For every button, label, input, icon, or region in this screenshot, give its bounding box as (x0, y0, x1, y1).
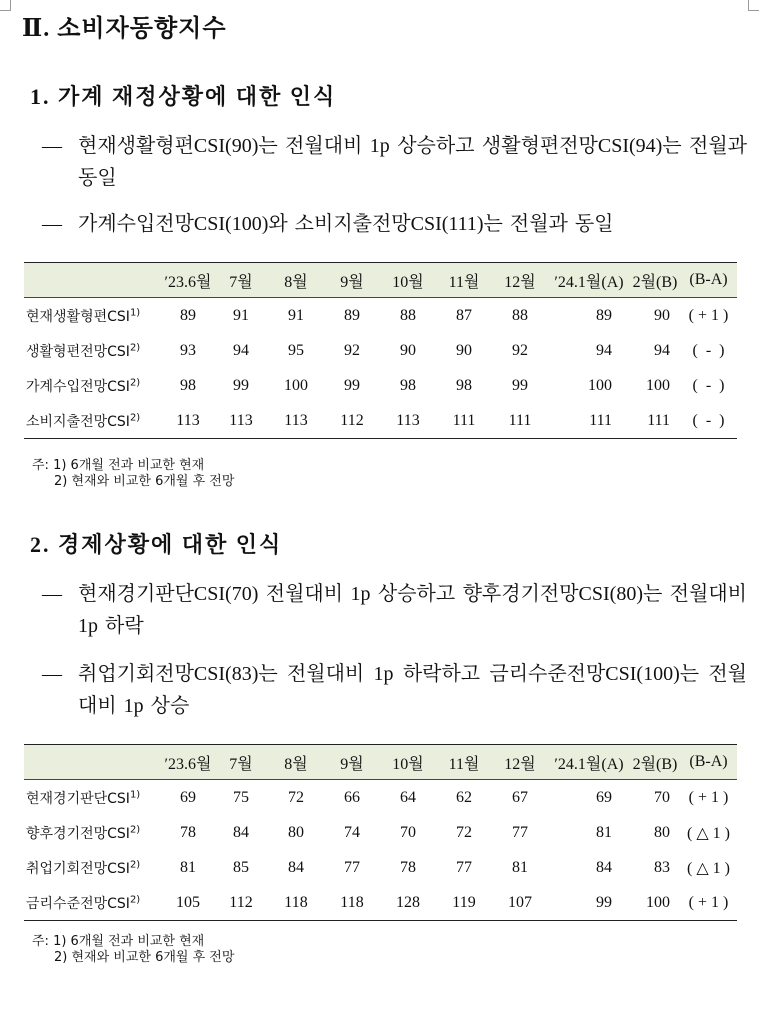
table-cell: 84 (596, 858, 612, 876)
diff-cell: ( + 1 ) (680, 885, 737, 921)
table-cell: 78 (180, 823, 196, 841)
diff-cell: ( △ 1 ) (687, 859, 730, 877)
table-cell: 98 (180, 376, 196, 394)
table-cell: 72 (456, 823, 472, 841)
table-cell: 92 (344, 341, 360, 359)
page-corner-mark-right (748, 0, 759, 11)
diff-cell: ( - ) (692, 376, 725, 394)
table-cell: 81 (596, 823, 612, 841)
header-cell: 12월 (492, 745, 548, 780)
table-cell: 94 (233, 341, 249, 359)
bullet-text: 현재생활형편CSI(90)는 전월대비 1p 상승하고 생활형편전망CSI(94)는 전월과 동일 (78, 135, 747, 189)
row-label: 생활형편전망CSI$^{2)}$ (26, 341, 141, 360)
header-cell: 11월 (436, 263, 492, 298)
bullet-dash: — (42, 135, 62, 157)
table-cell: 85 (233, 858, 249, 876)
table-cell: 94 (654, 341, 670, 359)
table-cell: 94 (596, 341, 612, 359)
header-cell: 9월 (324, 745, 380, 780)
table-cell: 112 (324, 403, 380, 439)
note-line-2: 2) 현재와 비교한 6개월 후 전망 (54, 474, 235, 489)
row-label: 가계수입전망CSI$^{2)}$ (26, 376, 141, 395)
table-cell: 100 (646, 376, 670, 394)
table-cell: 128 (380, 885, 436, 921)
bullet-dash: — (42, 583, 62, 605)
table-cell: 100 (630, 885, 680, 921)
section-1-title: 1. 가계 재정상황에 대한 인식 (30, 84, 337, 109)
table-row (24, 885, 737, 921)
table-cell: 107 (492, 885, 548, 921)
table-cell: 89 (180, 306, 196, 324)
table-cell: 91 (288, 306, 304, 324)
table-cell: 100 (588, 376, 612, 394)
table-cell: 80 (654, 823, 670, 841)
diff-cell: ( - ) (692, 341, 725, 359)
row-label: 소비지출전망CSI$^{2)}$ (24, 403, 162, 439)
table-cell: 111 (436, 403, 492, 439)
note-line-1: 주: 1) 6개월 전과 비교한 현재 (32, 934, 205, 949)
table-cell: 81 (180, 858, 196, 876)
header-cell (24, 745, 162, 780)
row-label: 향후경기전망CSI$^{2)}$ (26, 823, 141, 842)
table-cell: 112 (214, 885, 268, 921)
table-cell: 113 (380, 403, 436, 439)
header-cell: 10월 (380, 745, 436, 780)
table-cell: 92 (512, 341, 528, 359)
bullet-text: 가계수입전망CSI(100)와 소비지출전망CSI(111)는 전월과 동일 (78, 213, 614, 235)
section-2-bullet-1 (42, 578, 747, 642)
header-cell: 9월 (324, 263, 380, 298)
header-cell: 2월(B) (630, 263, 680, 298)
header-cell: ′23.6월 (162, 745, 214, 780)
header-cell: (B-A) (680, 745, 737, 780)
table-cell: 91 (233, 306, 249, 324)
bullet-dash: — (42, 213, 62, 235)
section-1-bullet-2 (42, 208, 747, 240)
row-label: 취업기회전망CSI$^{2)}$ (26, 858, 141, 877)
table-cell: 118 (268, 885, 324, 921)
table-cell: 64 (400, 788, 416, 806)
header-cell: 10월 (380, 263, 436, 298)
household-finance-table (24, 262, 737, 439)
table-cell: 88 (400, 306, 416, 324)
table-cell: 80 (288, 823, 304, 841)
table-cell: 105 (162, 885, 214, 921)
table-cell: 99 (548, 885, 630, 921)
table-cell: 93 (180, 341, 196, 359)
diff-cell: ( + 1 ) (688, 788, 729, 806)
table-cell: 78 (400, 858, 416, 876)
table-row (24, 403, 737, 439)
table-cell: 62 (456, 788, 472, 806)
table-header-row (24, 745, 737, 780)
table-cell: 69 (180, 788, 196, 806)
table-cell: 77 (344, 858, 360, 876)
note-line-1: 주: 1) 6개월 전과 비교한 현재 (32, 458, 205, 473)
header-cell: 2월(B) (630, 745, 680, 780)
table-cell: 113 (162, 403, 214, 439)
section-1-table-notes (32, 458, 234, 490)
table-cell: 113 (214, 403, 268, 439)
header-cell: 12월 (492, 263, 548, 298)
table-cell: 84 (233, 823, 249, 841)
table-cell: 111 (492, 403, 548, 439)
section-2-bullet-2 (42, 658, 747, 722)
table-cell: 98 (400, 376, 416, 394)
header-cell: 11월 (436, 745, 492, 780)
table-cell: 98 (456, 376, 472, 394)
table-cell: 119 (436, 885, 492, 921)
table-cell: 111 (548, 403, 630, 439)
table-cell: 90 (400, 341, 416, 359)
bullet-dash: — (42, 663, 62, 685)
table-cell: 77 (456, 858, 472, 876)
table-row (24, 815, 737, 850)
bullet-text: 현재경기판단CSI(70) 전월대비 1p 상승하고 향후경기전망CSI(80)는 전월대비 1p 하락 (78, 583, 747, 637)
table-cell: 87 (456, 306, 472, 324)
economic-condition-table (24, 744, 737, 921)
header-cell: 8월 (268, 745, 324, 780)
page-corner-mark-left (0, 0, 11, 11)
header-cell: ′24.1월(A) (548, 263, 630, 298)
table-row (24, 850, 737, 885)
table-cell: 89 (344, 306, 360, 324)
table-cell: 90 (456, 341, 472, 359)
table-cell: 84 (288, 858, 304, 876)
table-cell: 74 (344, 823, 360, 841)
table-cell: 118 (324, 885, 380, 921)
table-cell: 81 (512, 858, 528, 876)
table-cell: 95 (288, 341, 304, 359)
header-cell: ′23.6월 (162, 263, 214, 298)
header-cell: (B-A) (680, 263, 737, 298)
table-cell: 111 (630, 403, 680, 439)
section-2-title: 2. 경제상황에 대한 인식 (30, 532, 283, 557)
table-cell: 72 (288, 788, 304, 806)
header-cell: ′24.1월(A) (548, 745, 630, 780)
row-label: 금리수준전망CSI$^{2)}$ (24, 885, 162, 921)
diff-cell: ( - ) (680, 403, 737, 439)
table-cell: 83 (654, 858, 670, 876)
table-cell: 99 (233, 376, 249, 394)
table-cell: 99 (512, 376, 528, 394)
table-row (24, 368, 737, 403)
table-cell: 90 (654, 306, 670, 324)
table-cell: 77 (512, 823, 528, 841)
diff-cell: ( + 1 ) (688, 306, 729, 324)
table-cell: 70 (400, 823, 416, 841)
table-cell: 75 (233, 788, 249, 806)
table-row (24, 780, 737, 816)
table-cell: 70 (654, 788, 670, 806)
table-cell: 100 (284, 376, 308, 394)
table-cell: 66 (344, 788, 360, 806)
table-cell: 89 (596, 306, 612, 324)
header-cell: 8월 (268, 263, 324, 298)
diff-cell: ( △ 1 ) (687, 824, 730, 842)
row-label: 현재경기판단CSI$^{1)}$ (26, 788, 141, 807)
table-row (24, 333, 737, 368)
page-title: Ⅱ. 소비자동향지수 (22, 16, 227, 42)
bullet-text: 취업기회전망CSI(83)는 전월대비 1p 하락하고 금리수준전망CSI(100)는 전월대비 1p 상승 (78, 663, 747, 717)
table-cell: 88 (512, 306, 528, 324)
table-cell: 67 (512, 788, 528, 806)
section-1-bullet-1 (42, 130, 747, 194)
table-cell: 99 (344, 376, 360, 394)
table-cell: 113 (268, 403, 324, 439)
header-cell (24, 263, 162, 298)
section-2-table-notes (32, 934, 234, 966)
table-header-row (24, 263, 737, 298)
table-cell: 69 (596, 788, 612, 806)
header-cell: 7월 (214, 263, 268, 298)
header-cell: 7월 (214, 745, 268, 780)
note-line-2: 2) 현재와 비교한 6개월 후 전망 (54, 950, 235, 965)
row-label: 현재생활형편CSI$^{1)}$ (26, 306, 141, 325)
table-row (24, 298, 737, 334)
